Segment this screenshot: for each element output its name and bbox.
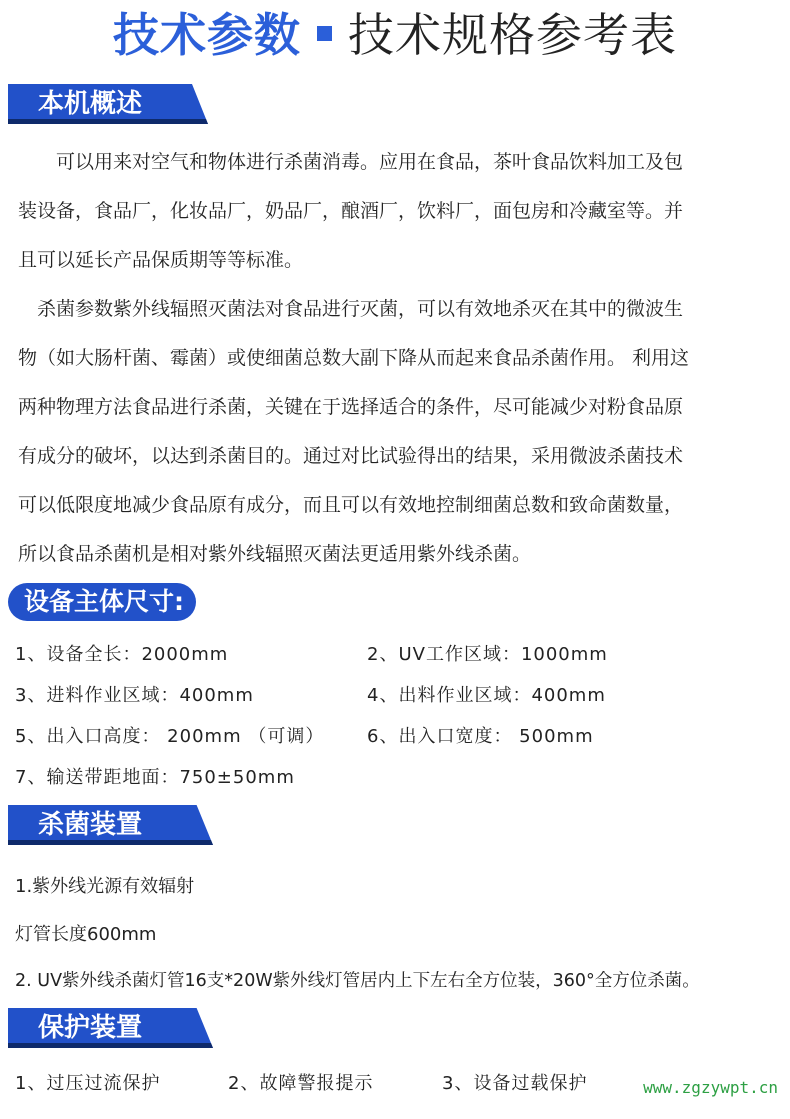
page-title [0, 0, 790, 70]
paragraph-line: 可以低限度地减少食品原有成分，而且可以有效地控制细菌总数和致命菌数量， [18, 494, 684, 516]
dimension-item: 3、进料作业区域：400mm [15, 685, 254, 706]
dimension-item: 4、出料作业区域：400mm [367, 685, 606, 706]
paragraph-line: 杀菌参数紫外线辐照灭菌法对食品进行灭菌，可以有效地杀灭在其中的微波生 [18, 298, 684, 320]
watermark-url: www.zgzywpt.cn [643, 1078, 778, 1097]
paragraph-line: 装设备，食品厂，化妆品厂，奶品厂，酿酒厂，饮料厂，面包房和冷藏室等。并 [18, 200, 684, 222]
overview-paragraph-1 [18, 138, 778, 285]
paragraph-line: 且可以延长产品保质期等等标准。 [18, 249, 304, 271]
section-heading-label: 保护装置 [38, 1013, 143, 1043]
overview-paragraph-2 [18, 285, 778, 579]
section-heading-dimensions: 设备主体尺寸: [8, 583, 196, 621]
paragraph-line: 有成分的破坏，以达到杀菌目的。通过对比试验得出的结果，采用微波杀菌技术 [18, 445, 684, 467]
title-separator-square [317, 26, 332, 41]
protection-item: 1、过压过流保护 [15, 1073, 161, 1094]
sterilization-line: 1.紫外线光源有效辐射 [15, 876, 195, 897]
section-heading-label: 本机概述 [38, 89, 143, 119]
dimension-item: 1、设备全长：2000mm [15, 644, 229, 665]
paragraph-line: 所以食品杀菌机是相对紫外线辐照灭菌法更适用紫外线杀菌。 [18, 543, 532, 565]
protection-item: 2、故障警报提示 [228, 1073, 374, 1094]
dimension-item: 5、出入口高度： 200mm （可调） [15, 726, 325, 747]
dimension-item: 7、输送带距地面：750±50mm [15, 767, 295, 788]
sterilization-line: 灯管长度600mm [15, 924, 157, 945]
dimension-item: 2、UV工作区域：1000mm [367, 644, 608, 665]
paragraph-line: 可以用来对空气和物体进行杀菌消毒。应用在食品，茶叶食品饮料加工及包 [18, 151, 684, 173]
title-main: 技术参数 [113, 8, 301, 62]
sterilization-line: 2. UV紫外线杀菌灯管16支*20W紫外线灯管居内上下左右全方位装，360°全方位杀菌。 [15, 971, 700, 991]
title-subtitle: 技术规格参考表 [348, 8, 677, 62]
dimension-item: 6、出入口宽度： 500mm [367, 726, 594, 747]
paragraph-line: 两种物理方法食品进行杀菌，关键在于选择适合的条件，尽可能减少对粉食品原 [18, 396, 684, 418]
protection-item: 3、设备过载保护 [442, 1073, 588, 1094]
section-heading-label: 杀菌装置 [38, 810, 143, 840]
paragraph-line: 物（如大肠杆菌、霉菌）或使细菌总数大副下降从而起来食品杀菌作用。 利用这 [18, 347, 690, 369]
